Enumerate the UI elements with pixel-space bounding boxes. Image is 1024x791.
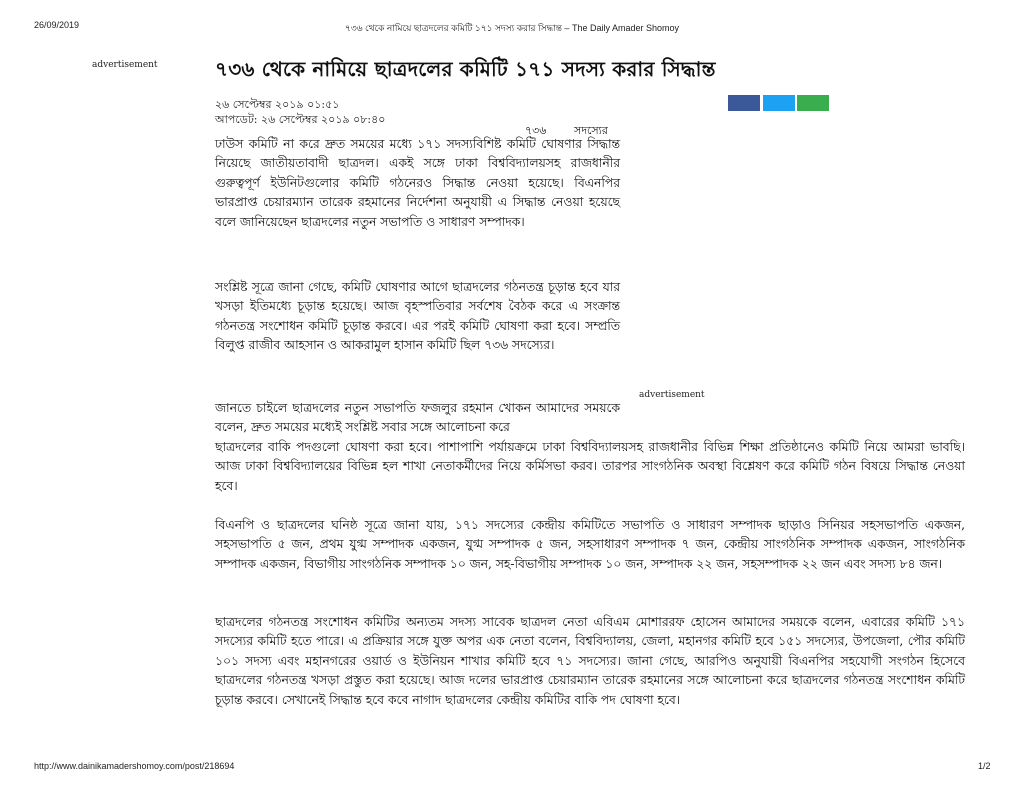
advertisement-label-right: advertisement [639, 390, 705, 400]
print-date: 26/09/2019 [34, 20, 80, 30]
published-date: ২৬ সেপ্টেম্বর ২০১৯ ০১:৫১ [215, 98, 340, 111]
print-title: ৭৩৬ থেকে নামিয়ে ছাত্রদলের কমিটি ১৭১ সদস্য করার সিদ্ধান্ত – The Daily Amader Shomoy [344, 23, 679, 33]
share-whatsapp-button[interactable] [797, 95, 829, 111]
article-paragraph-1: ঢাউস কমিটি না করে দ্রুত সময়ের মধ্যে ১৭১ সদস্যবিশিষ্ট কমিটি ঘোষণার সিদ্ধান্ত নিয়েছে জাতীয়তাবাদী ছাত্রদল। একই সঙ্গে ঢাকা বিশ্ববিদ্যালয়সহ রাজধানীর গুরুত্বপূর্ণ ইউনিটগুলোর কমিটি গঠনেরও সিদ্ধান্ত নেওয়া হয়েছে। বিএনপির ভারপ্রাপ্ত চেয়ারম্যান তারেক রহমানের নির্দেশনা অনুযায়ী এ সিদ্ধান্ত নেওয়া হয়েছে বলে জানিয়েছেন ছাত্রদলের নতুন সভাপতি ও সাধারণ সম্পাদক। [215, 137, 620, 229]
article-paragraph-2: সংশ্লিষ্ট সূত্রে জানা গেছে, কমিটি ঘোষণার আগে ছাত্রদলের গঠনতন্ত্র চূড়ান্ত হবে যার খসড়া ইতিমধ্যে চূড়ান্ত হয়েছে। আজ বৃহস্পতিবার সর্বশেষ বৈঠক করে এ সংক্রান্ত গঠনতন্ত্র সংশোধন কমিটি চূড়ান্ত করবে। এর পরই কমিটি ঘোষণা করা হবে। সম্প্রতি বিলুপ্ত রাজীব আহসান ও আকরামুল হাসান কমিটি ছিল ৭৩৬ সদস্যের। [215, 280, 620, 353]
article-paragraph-4: বিএনপি ও ছাত্রদলের ঘনিষ্ঠ সূত্রে জানা যায়, ১৭১ সদস্যের কেন্দ্রীয় কমিটিতে সভাপতি ও সাধারণ সম্পাদক ছাড়াও সিনিয়র সহসভাপতি একজন, সহসভাপতি ৫ জন, প্রথম যুগ্ম সম্পাদক একজন, যুগ্ম সম্পাদক ৫ জন, সহসাধারণ সম্পাদক ৭ জন, কেন্দ্রীয় সাংগঠনিক সম্পাদক একজন, সাংগঠনিক সম্পাদক একজন, বিভাগীয় সাংগঠনিক সম্পাদক ১০ জন, সহ-বিভাগীয় সম্পাদক ১০ জন, সম্পাদক ২২ জন, সহসম্পাদক ২২ জন এবং সদস্য ৮৪ জন। [215, 518, 965, 571]
updated-date: আপডেট: ২৬ সেপ্টেম্বর ২০১৯ ০৮:৪০ [215, 113, 386, 126]
print-url: http://www.dainikamadershomoy.com/post/218694 [34, 761, 235, 771]
article-paragraph-5: ছাত্রদলের গঠনতন্ত্র সংশোধন কমিটির অন্যতম সদস্য সাবেক ছাত্রদল নেতা এবিএম মোশাররফ হোসেন আমাদের সময়কে বলেন, এবারের কমিটি ১৭১ সদস্যের কমিটি হতে পারে। এ প্রক্রিয়ার সঙ্গে যুক্ত অপর এক নেতা বলেন, বিশ্ববিদ্যালয়, জেলা, মহানগর কমিটি হবে ১৫১ সদস্যের, উপজেলা, পৌর কমিটি ১০১ সদস্য এবং মহানগরের ওয়ার্ড ও ইউনিয়ন শাখার কমিটি হবে ৭১ সদস্যের। জানা গেছে, আরপিও অনুযায়ী বিএনপির সহযোগী সংগঠন হিসেবে ছাত্রদলের গঠনতন্ত্র খসড়া প্রস্তুত করা হয়েছে। আজ দলের ভারপ্রাপ্ত চেয়ারম্যান তারেক রহমানের সঙ্গে আলোচনা করে ছাত্রদলের গঠনতন্ত্র সংশোধন কমিটি চূড়ান্ত করবে। সেখানেই সিদ্ধান্ত হবে কবে নাগাদ ছাত্রদলের কেন্দ্রীয় কমিটির বাকি পদ ঘোষণা হবে। [215, 615, 965, 707]
article-headline: ৭৩৬ থেকে নামিয়ে ছাত্রদলের কমিটি ১৭১ সদস্য করার সিদ্ধান্ত [215, 57, 716, 81]
print-page-number: 1/2 [978, 761, 991, 771]
advertisement-label-left: advertisement [92, 60, 158, 70]
article-paragraph-3-part-2: ছাত্রদলের বাকি পদগুলো ঘোষণা করা হবে। পাশাপাশি পর্যায়ক্রমে ঢাকা বিশ্ববিদ্যালয়সহ রাজধানীর বিভিন্ন শিক্ষা প্রতিষ্ঠানেও কমিটি নিয়ে আমরা ভাবছি। আজ ঢাকা বিশ্ববিদ্যালয়ের বিভিন্ন হল শাখা নেতাকর্মীদের নিয়ে কর্মিসভা করব। তারপর সাংগঠনিক অবস্থা বিশ্লেষণ করে কমিটি গঠন বিষয়ে সিদ্ধান্ত নেওয়া হবে। [215, 440, 965, 493]
share-twitter-button[interactable] [763, 95, 795, 111]
article-paragraph-3-part-1: জানতে চাইলে ছাত্রদলের নতুন সভাপতি ফজলুর রহমান খোকন আমাদের সময়কে বলেন, দ্রুত সময়ের মধ্যেই সংশ্লিষ্ট সবার সঙ্গে আলোচনা করে [215, 401, 620, 435]
floating-text-fragment: ৭৩৬ সদস্যের [525, 124, 608, 137]
share-facebook-button[interactable] [728, 95, 760, 111]
